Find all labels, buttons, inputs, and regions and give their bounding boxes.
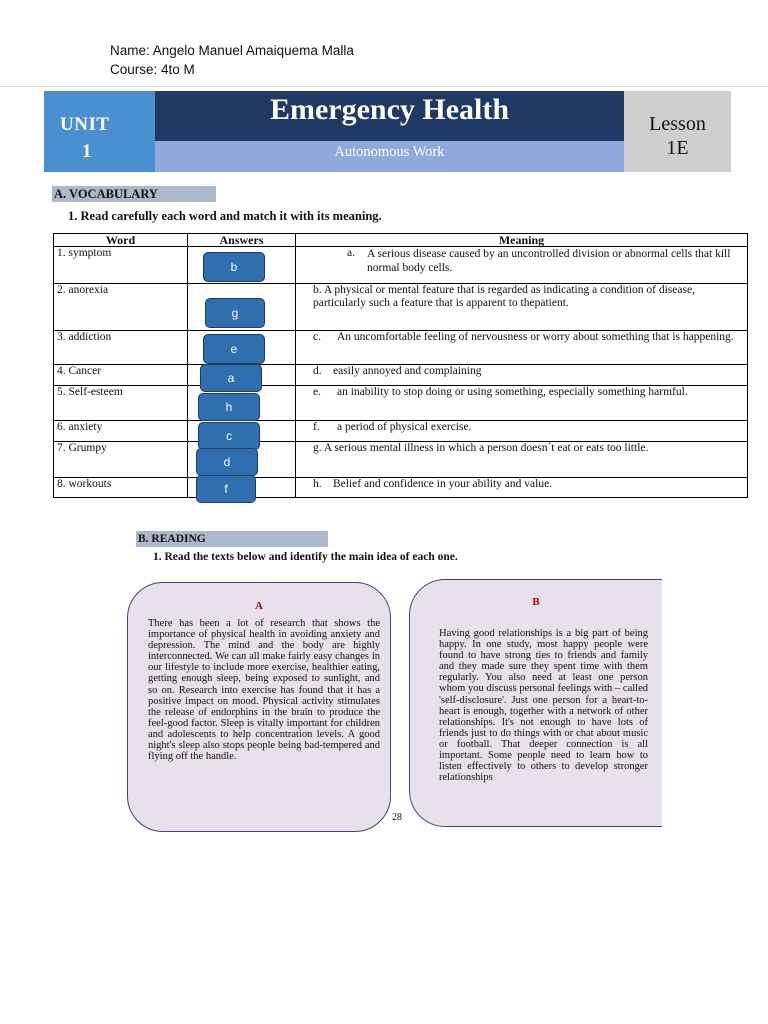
- table-row: [54, 421, 748, 442]
- meaning-cell: [296, 421, 748, 442]
- column-header-word: Word: [54, 234, 188, 247]
- meaning-letter: d.: [313, 365, 322, 377]
- meaning-text: a period of physical exercise.: [337, 421, 472, 433]
- reading-instruction: 1. Read the texts below and identify the main idea of each one.: [153, 551, 458, 563]
- meaning-letter: b.: [313, 284, 322, 296]
- reading-card-b: [409, 579, 662, 827]
- answer-box-5[interactable]: h: [198, 393, 260, 421]
- word-cell: 7. Grumpy: [54, 442, 188, 478]
- lesson-code: 1E: [666, 137, 689, 159]
- word-cell: 2. anorexia: [54, 284, 188, 331]
- meaning-cell: [296, 478, 748, 498]
- unit-box: [44, 91, 155, 172]
- word-cell: 4. Cancer: [54, 365, 188, 386]
- meaning-text: A physical or mental feature that is regarded as indicating a condition of disease, particularly such a feature that is apparent to thepatient.: [313, 284, 695, 309]
- table-row: [54, 386, 748, 421]
- meaning-text: an inability to stop doing or using something, especially something harmful.: [337, 386, 688, 398]
- lesson-box: [624, 91, 731, 172]
- table-row: [54, 247, 748, 284]
- table-row: [54, 442, 748, 478]
- table-header-row: [54, 234, 748, 247]
- unit-label: UNIT: [60, 114, 110, 135]
- table-row: [54, 284, 748, 331]
- answer-box-7[interactable]: d: [196, 448, 258, 476]
- word-cell: 8. workouts: [54, 478, 188, 498]
- answer-box-6[interactable]: c: [198, 422, 260, 450]
- meaning-letter: c.: [313, 331, 321, 343]
- student-course: Course: 4to M: [110, 62, 195, 77]
- table-row: [54, 331, 748, 365]
- meaning-letter: g.: [313, 442, 322, 454]
- card-a-text: There has been a lot of research that shows the importance of physical health in avoiding anxiety and depression. The mind and the body are highly interconnected. We can all make fairly easy changes in our lifestyle to include more exercise, healthier eating, getting enough sleep, being exposed to sunlight, and so on. Research into exercise has found that it has a positive impact on mood. Physical activity stimulates the release of endorphins in the brain to produce the feel-good factor. Sleep is vitally important for children and adolescents to help concentration levels. A good night's sleep also stops people being bad-tempered and flying off the handle.: [148, 618, 380, 763]
- meaning-cell: [296, 247, 748, 284]
- card-a-label: A: [255, 600, 263, 612]
- answer-box-1[interactable]: b: [203, 252, 265, 282]
- column-header-answers: Answers: [188, 234, 296, 247]
- page-number: 28: [392, 812, 402, 823]
- meaning-text: An uncomfortable feeling of nervousness or worry about something that is happening.: [337, 331, 734, 343]
- answer-box-3[interactable]: e: [203, 334, 265, 364]
- word-cell: 1. symptom: [54, 247, 188, 284]
- table-row: [54, 478, 748, 498]
- meaning-letter: f.: [313, 421, 320, 433]
- meaning-letter: e.: [313, 386, 321, 398]
- answer-box-8[interactable]: f: [196, 475, 256, 503]
- card-b-label: B: [532, 596, 540, 608]
- meaning-text: easily annoyed and complaining: [333, 365, 482, 377]
- section-b-title: B. READING: [136, 531, 328, 547]
- answer-box-2[interactable]: g: [205, 298, 265, 328]
- meaning-text: A serious disease caused by an uncontrolled division or abnormal cells that kill normal body cells.: [367, 248, 731, 274]
- meaning-cell: [296, 365, 748, 386]
- meaning-letter: h.: [313, 478, 322, 490]
- vocabulary-instruction: 1. Read carefully each word and match it with its meaning.: [68, 209, 382, 223]
- column-header-meaning: Meaning: [296, 234, 748, 247]
- lesson-label: Lesson: [649, 113, 706, 135]
- meaning-letter: a.: [347, 247, 355, 259]
- meaning-cell: [296, 284, 748, 331]
- meaning-cell: [296, 331, 748, 365]
- page-title: Emergency Health: [155, 91, 624, 141]
- student-name: Name: Angelo Manuel Amaiquema Malla: [110, 43, 354, 58]
- reading-card-a: [127, 582, 391, 832]
- meaning-cell: [296, 386, 748, 421]
- word-cell: 5. Self-esteem: [54, 386, 188, 421]
- card-b-text: Having good relationships is a big part of being happy. In one study, most happy people were found to have strong ties to friends and family and they made sure they spent time with them regularly. You also need at least one person whom you discuss personal feelings with – called 'self-disclosure'. Just one person for a heart-to-heart is enough, together with a network of other relationships. It's not enough to have lots of friends just to do things with or chat about music or football. That deeper connection is all important. Some people need to learn how to listen effectively to others to develop stronger relationships: [439, 628, 648, 784]
- meaning-text: A serious mental illness in which a person doesn´t eat or eats too little.: [323, 442, 649, 454]
- divider: [0, 86, 768, 87]
- answer-box-4[interactable]: a: [200, 364, 262, 392]
- meaning-cell: [296, 442, 748, 478]
- word-cell: 6. anxiety: [54, 421, 188, 442]
- unit-number: 1: [82, 141, 92, 162]
- vocabulary-table: [53, 233, 748, 498]
- table-row: [54, 365, 748, 386]
- page-subtitle: Autonomous Work: [155, 141, 624, 172]
- section-a-title: A. VOCABULARY: [52, 186, 216, 202]
- meaning-text: Belief and confidence in your ability and value.: [333, 478, 553, 490]
- word-cell: 3. addiction: [54, 331, 188, 365]
